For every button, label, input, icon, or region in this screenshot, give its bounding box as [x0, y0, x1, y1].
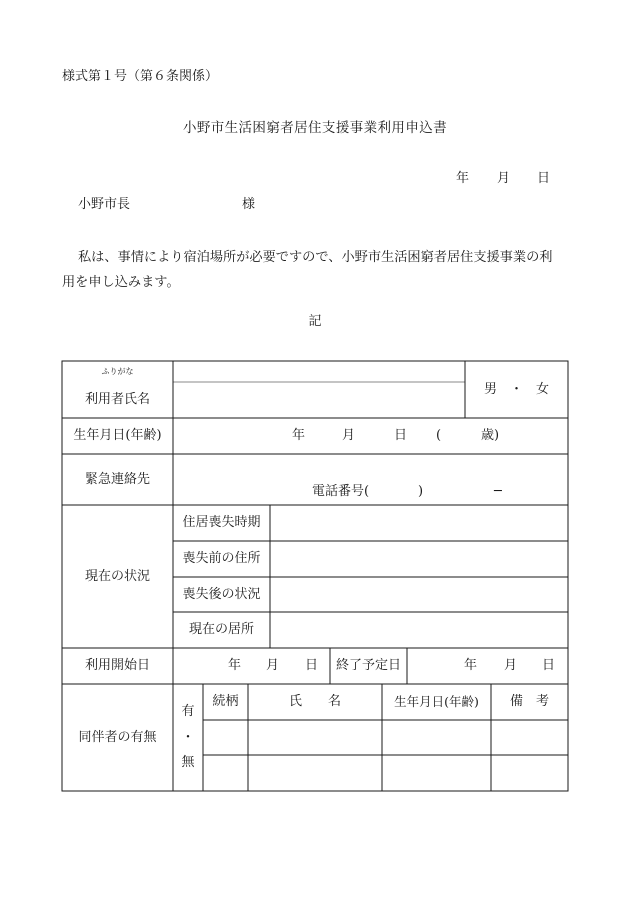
end-day-label: 日: [542, 658, 556, 673]
end-date-label: 終了予定日: [335, 658, 401, 673]
user-name-label: 利用者氏名: [84, 392, 150, 407]
companion-row-1-remarks: [491, 720, 568, 755]
furigana-entry-area: [173, 361, 465, 382]
gender-options: 男 ・ 女: [483, 381, 549, 397]
age-open-paren: (: [436, 428, 442, 443]
addressee-name: 小野市長: [78, 197, 131, 212]
start-date-label: 利用開始日: [84, 658, 150, 673]
end-year-label: 年: [464, 658, 478, 673]
companion-row-2-remarks: [491, 755, 568, 791]
phone-dash: ─: [494, 484, 502, 499]
companion-row-1-birth-date: [382, 720, 491, 755]
status-item-previous-address: 喪失前の住所: [182, 551, 261, 566]
status-item-housing-loss-time: 住居喪失時期: [182, 515, 261, 530]
form-title: 小野市生活困窮者居住支援事業利用申込書: [182, 120, 448, 136]
companion-header-name: 氏 名: [288, 694, 341, 709]
date-day-label: 日: [537, 171, 551, 186]
phone-close-paren: ): [418, 484, 424, 499]
companion-row-2-relationship: [203, 755, 248, 791]
birth-month-label: 月: [342, 428, 356, 443]
status-item-current-residence: 現在の居所: [188, 622, 254, 637]
companion-yes: 有: [181, 704, 195, 719]
body-line-1: 私は、事情により宿泊場所が必要ですので、小野市生活困窮者居住支援事業の利: [78, 250, 553, 265]
furigana-label: ふりがな: [101, 366, 134, 376]
companion-separator-dot: ・: [181, 730, 195, 745]
emergency-contact-entry-area: [173, 454, 568, 482]
phone-number-label: 電話番号(: [312, 484, 370, 499]
start-year-label: 年: [228, 658, 242, 673]
end-month-label: 月: [504, 658, 518, 673]
status-item-post-loss-situation: 喪失後の状況: [182, 586, 261, 602]
current-residence-entry-area: [270, 612, 568, 648]
companion-no: 無: [181, 755, 195, 770]
birth-day-label: 日: [394, 428, 408, 443]
companion-row-2-name: [248, 755, 382, 791]
date-year-label: 年: [456, 171, 470, 186]
birth-date-label: 生年月日(年齢): [73, 428, 162, 443]
companion-row-1-relationship: [203, 720, 248, 755]
companion-row-2-birth-date: [382, 755, 491, 791]
companion-row-1-name: [248, 720, 382, 755]
companion-label: 同伴者の有無: [78, 729, 157, 745]
ki-heading: 記: [308, 314, 322, 329]
housing-loss-time-entry-area: [270, 505, 568, 541]
post-loss-situation-entry-area: [270, 577, 568, 612]
previous-address-entry-area: [270, 541, 568, 577]
user-name-entry-area: [173, 382, 465, 418]
form-number: 様式第１号（第６条関係）: [62, 69, 219, 84]
birth-year-label: 年: [292, 428, 306, 443]
companion-header-birth-date: 生年月日(年齢): [394, 694, 479, 709]
date-month-label: 月: [497, 171, 511, 186]
current-status-label: 現在の状況: [84, 568, 150, 584]
start-day-label: 日: [305, 658, 319, 673]
companion-header-remarks: 備 考: [509, 694, 549, 709]
addressee-honorific: 様: [242, 197, 256, 212]
start-month-label: 月: [266, 658, 280, 673]
age-label: 歳): [481, 428, 500, 443]
body-line-2: 用を申し込みます。: [62, 275, 180, 290]
emergency-contact-label: 緊急連絡先: [84, 471, 150, 487]
companion-header-relationship: 続柄: [212, 694, 239, 709]
